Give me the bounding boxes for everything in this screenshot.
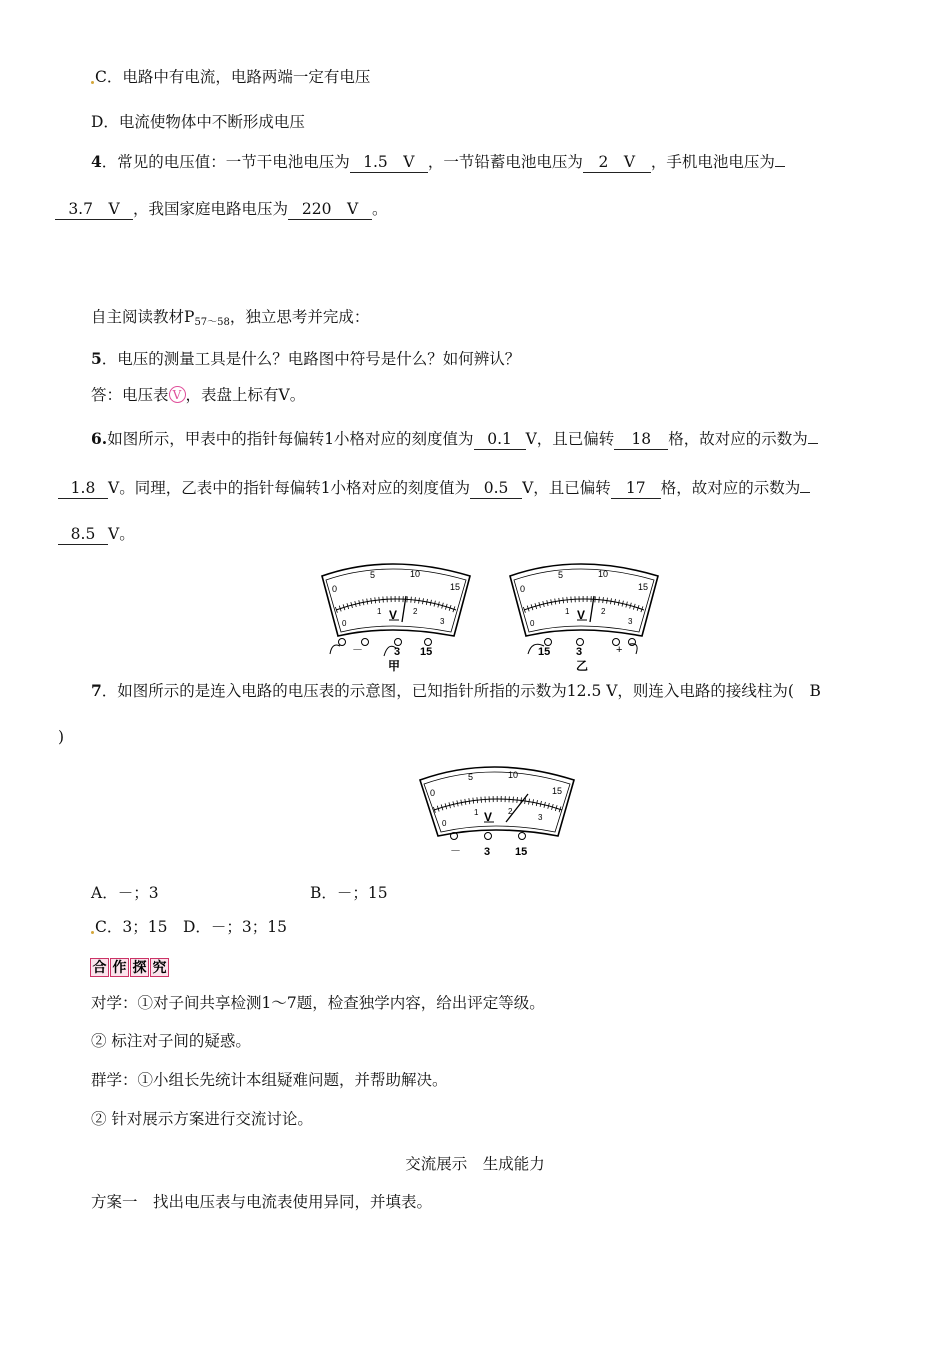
svg-text:15: 15 (638, 582, 649, 592)
question-4-line1: 4．常见的电压值：一节干电池电压为 1.5 V ，一节铅蓄电池电压为 2 V ，手机电池电压为 (91, 151, 785, 173)
svg-text:5: 5 (558, 570, 564, 580)
option-cd: C．3；15 D．－；3；15 (91, 916, 287, 938)
blank-tail-3 (800, 492, 810, 493)
blank-tail-2 (808, 443, 818, 444)
badge-char: 探 (130, 958, 149, 977)
blank-3: 3.7 V (55, 199, 133, 220)
svg-text:V: V (484, 810, 493, 824)
group-study-1: 群学：①小组长先统计本组疑难问题，并帮助解决。 (91, 1071, 448, 1089)
group-study-2: ② 针对展示方案进行交流讨论。 (91, 1110, 313, 1128)
svg-text:3: 3 (440, 617, 445, 626)
option-b: B．－；15 (310, 884, 388, 902)
svg-text:V: V (389, 608, 398, 622)
cooperation-badge (90, 958, 170, 977)
badge-char: 究 (150, 958, 169, 977)
svg-text:0: 0 (442, 819, 447, 828)
svg-text:3: 3 (576, 646, 583, 658)
blank-10: 8.5 (58, 524, 108, 545)
svg-text:0: 0 (342, 619, 347, 628)
dot-mark (91, 81, 94, 84)
pair-study-1: 对学：①对子间共享检测1～7题，检查独学内容，给出评定等级。 (91, 994, 545, 1012)
svg-text:2: 2 (508, 807, 513, 816)
answer-5: 答：电压表 V ，表盘上标有V。 (91, 386, 306, 404)
svg-text:15: 15 (420, 646, 433, 658)
blank-tail (775, 166, 785, 167)
plan-one: 方案一 找出电压表与电流表使用异同，并填表。 (91, 1193, 433, 1211)
question-7-line1: 7．如图所示的是连入电路的电压表的示意图，已知指针所指的示数为12.5 V，则连入电路的接线柱为( B (91, 681, 821, 700)
svg-text:5: 5 (370, 570, 376, 580)
svg-text:乙: 乙 (576, 659, 589, 673)
svg-text:15: 15 (450, 582, 461, 592)
svg-text:3: 3 (394, 646, 401, 658)
badge-char: 合 (90, 958, 109, 977)
badge-char: 作 (110, 958, 129, 977)
svg-text:15: 15 (515, 846, 528, 858)
pair-study-2: ② 标注对子间的疑惑。 (91, 1032, 251, 1050)
blank-8: 0.5 (470, 478, 522, 499)
blank-2: 2 V (583, 152, 651, 173)
option-a: A．－；3 (91, 884, 159, 902)
svg-text:2: 2 (601, 607, 606, 616)
svg-text:15: 15 (552, 786, 563, 796)
reading-instruction: 自主阅读教材$P_{57\sim 58}$，独立思考并完成： (91, 308, 370, 328)
dot-mark (91, 931, 94, 934)
svg-text:10: 10 (410, 569, 421, 579)
voltmeter-figure-jia-yi (310, 556, 660, 678)
svg-text:3: 3 (538, 813, 543, 822)
blank-6: 18 (614, 429, 668, 450)
blank-4: 220 V (288, 199, 372, 220)
blank-5: 0.1 (474, 429, 526, 450)
svg-text:1: 1 (377, 607, 382, 616)
svg-text:0: 0 (520, 584, 526, 594)
svg-text:1: 1 (565, 607, 570, 616)
question-7-line2: ) (58, 728, 65, 746)
svg-text:10: 10 (508, 770, 519, 780)
svg-text:甲: 甲 (388, 659, 401, 673)
question-5: 5．电压的测量工具是什么？电路图中符号是什么？如何辨认？ (91, 349, 521, 368)
blank-7: 1.8 (58, 478, 108, 499)
blank-9: 17 (611, 478, 661, 499)
voltmeter-yi (510, 564, 658, 673)
question-6-line2: 1.8 V。同理，乙表中的指针每偏转1小格对应的刻度值为 0.5 V，且已偏转 17 格，故对应的示数为 (58, 477, 810, 499)
svg-text:－: － (450, 845, 461, 857)
section-heading: 交流展示 生成能力 (405, 1155, 545, 1173)
blank-1: 1.5 V (350, 152, 428, 173)
option-c-line: C．电路中有电流，电路两端一定有电压 (91, 66, 370, 88)
voltmeter-jia (322, 564, 470, 673)
svg-text:0: 0 (332, 584, 338, 594)
svg-text:V: V (577, 608, 586, 622)
svg-text:5: 5 (468, 772, 474, 782)
question-6-line3: 8.5 V。 (58, 523, 135, 545)
question-4-line2: 3.7 V ，我国家庭电路电压为 220 V 。 (55, 198, 388, 220)
svg-text:+: + (616, 644, 623, 656)
option-d-line: D．电流使物体中不断形成电压 (91, 113, 305, 131)
voltmeter-q7 (412, 758, 582, 864)
svg-text:3: 3 (484, 846, 491, 858)
svg-text:10: 10 (598, 569, 609, 579)
svg-text:2: 2 (413, 607, 418, 616)
svg-text:3: 3 (628, 617, 633, 626)
voltmeter-symbol-icon: V (169, 386, 186, 403)
svg-text:－: － (352, 644, 363, 656)
svg-text:0: 0 (430, 788, 436, 798)
svg-text:0: 0 (530, 619, 535, 628)
svg-text:1: 1 (474, 808, 479, 817)
svg-text:15: 15 (538, 646, 551, 658)
question-6-line1: 6.如图所示，甲表中的指针每偏转1小格对应的刻度值为 0.1 V，且已偏转 18 格，故对应的示数为 (91, 428, 818, 450)
